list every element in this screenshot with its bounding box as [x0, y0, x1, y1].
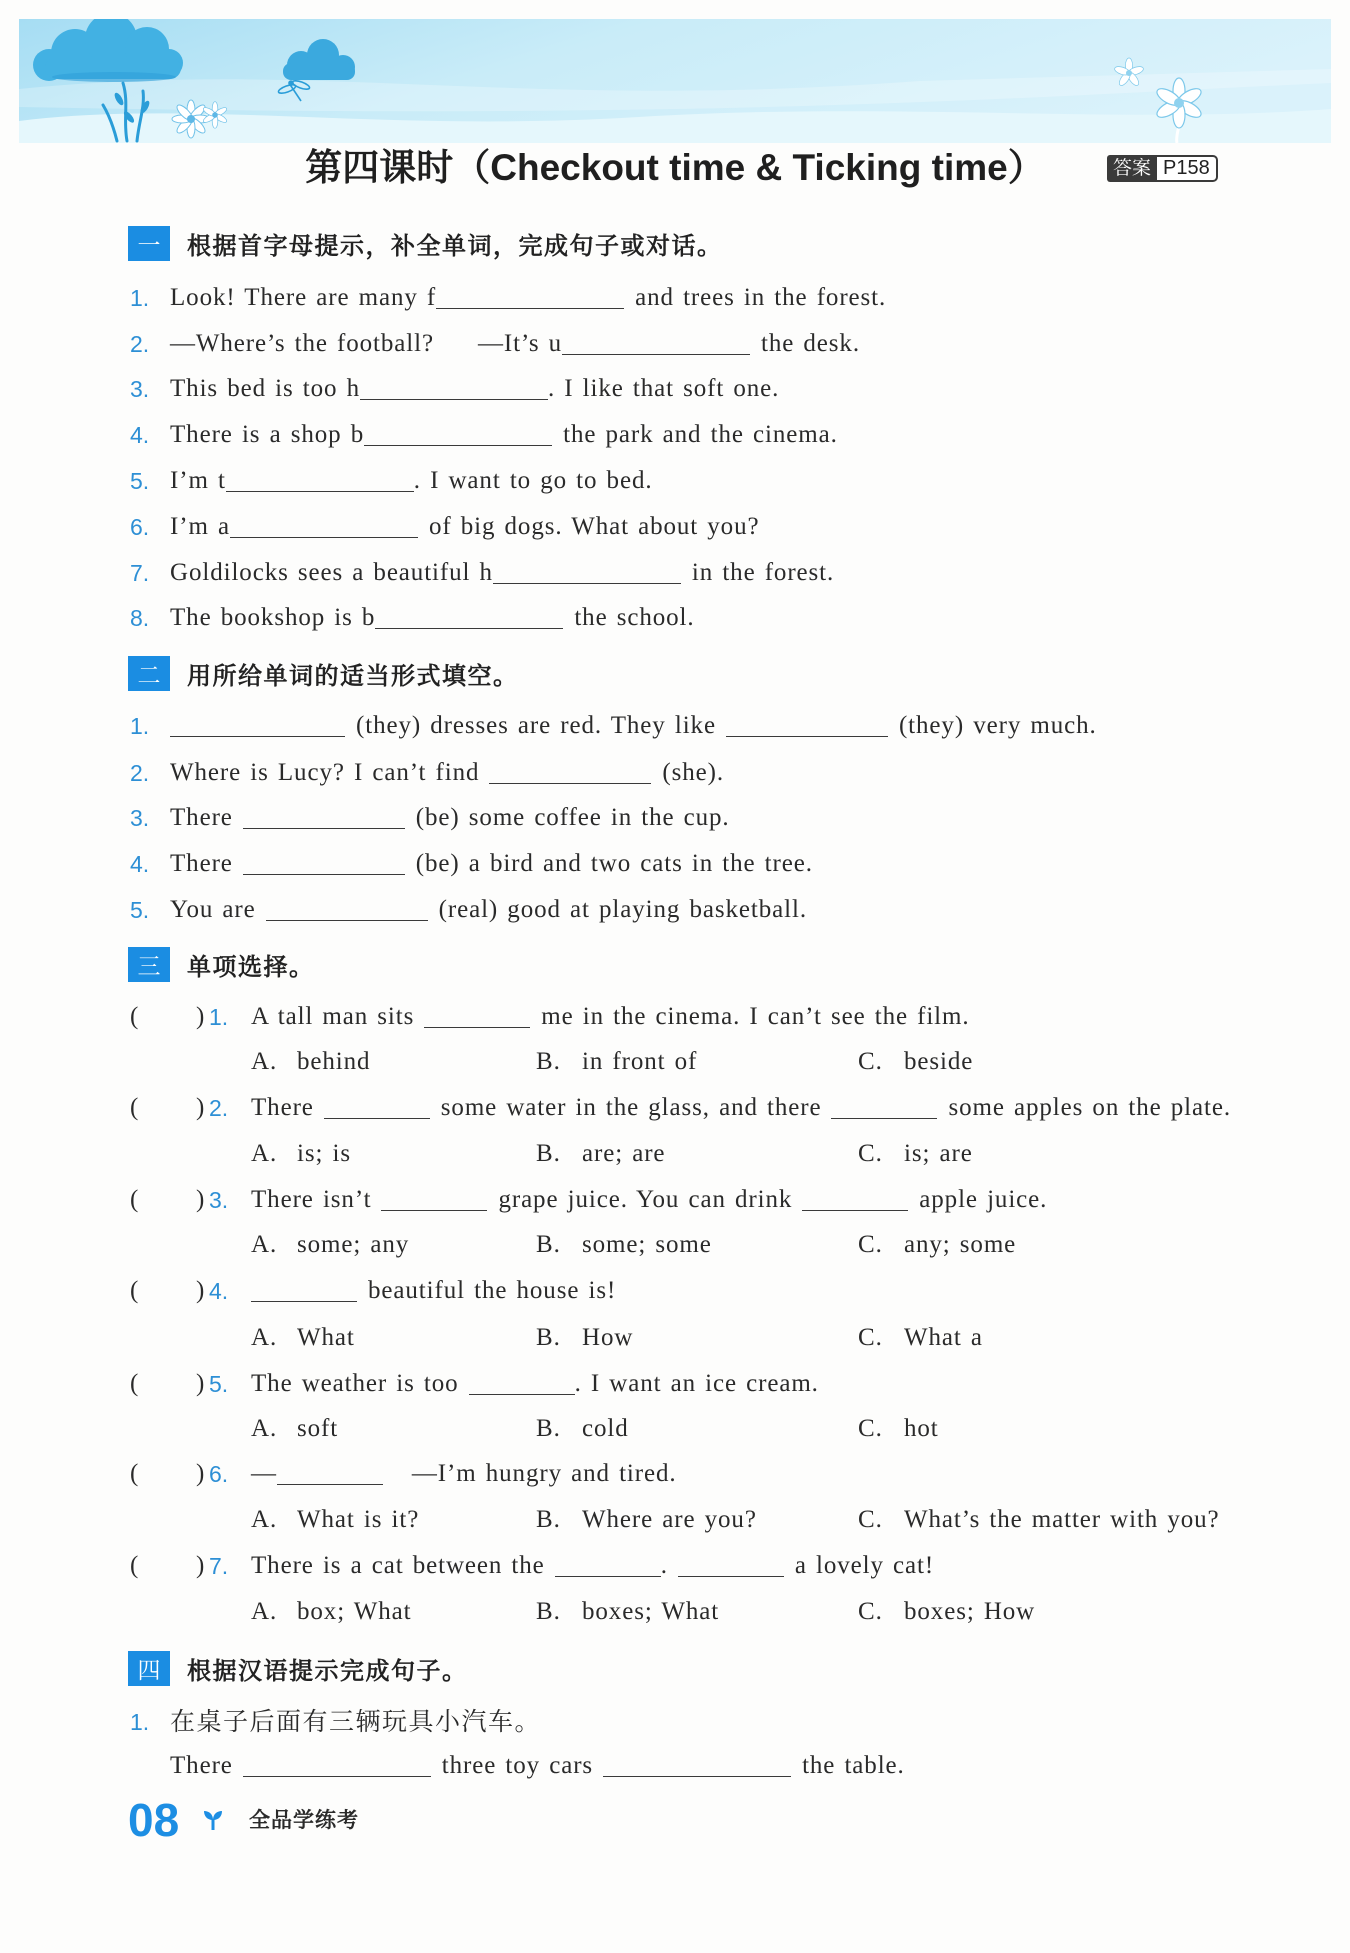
option-b	[536, 1322, 633, 1354]
answer-blank	[324, 1094, 430, 1119]
item-number: 7.	[130, 560, 150, 586]
item-text	[170, 802, 730, 834]
sentence-text: some water in the glass, and there	[440, 1094, 822, 1121]
sentence-text: —I’m hungry and tired.	[411, 1460, 677, 1487]
option-label: B.	[536, 1048, 561, 1075]
item-text	[170, 557, 834, 589]
sentence-text: There isn’t	[251, 1186, 372, 1213]
chinese-prompt: 在桌子后面有三辆玩具小汽车。	[170, 1707, 542, 1736]
option-text: in front of	[582, 1048, 698, 1075]
sentence-text: and trees in the forest.	[635, 284, 887, 311]
sentence-text: three toy cars	[441, 1752, 594, 1779]
question-text	[251, 1184, 1047, 1216]
item-number: 5.	[130, 468, 150, 494]
sentence-text: the school.	[574, 604, 695, 631]
section-marker: 四	[128, 1651, 170, 1686]
answer-blank	[469, 1370, 575, 1395]
option-label: B.	[536, 1598, 561, 1625]
option-label: A.	[251, 1048, 278, 1075]
sentence-text: —Where’s the football?	[170, 330, 434, 357]
question-number: 3.	[209, 1187, 229, 1213]
option-b	[536, 1229, 712, 1261]
option-text: cold	[582, 1415, 629, 1442]
item-text	[170, 511, 759, 543]
answer-blank	[243, 804, 405, 829]
item-number: 2.	[130, 331, 150, 357]
section-4-header	[128, 1651, 468, 1686]
answer-blank	[381, 1186, 487, 1211]
answer-bracket-close: )	[196, 1552, 206, 1579]
option-b	[536, 1596, 719, 1628]
page-title: 第四课时（Checkout time & Ticking time）	[305, 147, 1045, 188]
question-text	[251, 1001, 970, 1033]
answer-blank	[555, 1552, 661, 1577]
option-a	[251, 1596, 411, 1628]
option-c	[858, 1322, 983, 1354]
sentence-text: There is a shop b	[170, 421, 365, 448]
question-text	[251, 1092, 1231, 1124]
item-number: 3.	[130, 805, 150, 831]
option-a	[251, 1322, 355, 1354]
option-text: some; any	[297, 1231, 410, 1258]
answer-blank	[230, 513, 418, 538]
option-label: A.	[251, 1415, 278, 1442]
sentence-text: I’m a	[170, 513, 230, 540]
item-text	[170, 419, 838, 451]
answer-blank	[493, 559, 681, 584]
section-title: 单项选择。	[187, 953, 315, 981]
sentence-text: (they) dresses are red. They like	[356, 712, 716, 739]
sentence-text: .	[660, 1552, 668, 1579]
section-3-header	[128, 947, 315, 982]
sentence-text: There is a cat between the	[251, 1552, 545, 1579]
section-title: 用所给单词的适当形式填空。	[187, 662, 519, 690]
answer-bracket-open: (	[130, 1277, 140, 1304]
item-number: 3.	[130, 376, 150, 402]
option-text: What is it?	[297, 1506, 420, 1533]
item-number: 5.	[130, 897, 150, 923]
option-c	[858, 1504, 1220, 1536]
answer-bracket-open: (	[130, 1552, 140, 1579]
option-text: beside	[904, 1048, 974, 1075]
option-text: is; is	[297, 1140, 351, 1167]
answer-blank	[603, 1752, 791, 1777]
answer-blank	[375, 604, 563, 629]
item-text	[170, 848, 813, 880]
option-text: box; What	[297, 1598, 412, 1625]
answer-bracket-close: )	[196, 1186, 206, 1213]
section-marker: 一	[128, 226, 170, 261]
question-text	[251, 1275, 616, 1307]
answer-label: 答案	[1107, 155, 1157, 182]
section-1-header	[128, 226, 723, 261]
option-b	[536, 1504, 757, 1536]
item-number: 1.	[130, 1709, 150, 1735]
option-c	[858, 1046, 973, 1078]
page-number: 08	[128, 1794, 180, 1846]
sentence-text: You are	[170, 896, 256, 923]
option-text: What’s the matter with you?	[904, 1506, 1220, 1533]
answer-blank	[226, 467, 414, 492]
item-number: 8.	[130, 605, 150, 631]
option-text: any; some	[904, 1231, 1017, 1258]
sentence-text: There	[170, 1752, 233, 1779]
option-label: B.	[536, 1140, 561, 1167]
item-number: 2.	[130, 760, 150, 786]
option-label: A.	[251, 1140, 278, 1167]
option-label: C.	[858, 1506, 883, 1533]
sentence-text: in the forest.	[691, 559, 835, 586]
answer-page: P158	[1157, 155, 1218, 182]
answer-blank	[251, 1277, 357, 1302]
option-label: C.	[858, 1048, 883, 1075]
sentence-text: beautiful the house is!	[368, 1277, 617, 1304]
sentence-text: (be) a bird and two cats in the tree.	[415, 850, 813, 877]
question-number: 1.	[209, 1004, 229, 1030]
answer-blank	[489, 759, 651, 784]
sentence-text: Look! There are many f	[170, 284, 437, 311]
answer-blank	[266, 896, 428, 921]
sentence-text: I’m t	[170, 467, 226, 494]
sentence-text: There	[170, 804, 233, 831]
question-text	[251, 1368, 819, 1400]
option-text: What	[297, 1324, 355, 1351]
option-label: C.	[858, 1231, 883, 1258]
option-a	[251, 1229, 409, 1261]
option-c	[858, 1596, 1035, 1628]
item-text	[170, 602, 695, 634]
answer-bracket-close: )	[196, 1460, 206, 1487]
option-text: hot	[904, 1415, 939, 1442]
question-number: 6.	[209, 1461, 229, 1487]
item-text	[170, 1750, 905, 1782]
option-text: some; some	[582, 1231, 712, 1258]
item-number: 4.	[130, 851, 150, 877]
sentence-text: —It’s u	[478, 330, 562, 357]
item-text	[170, 757, 724, 789]
item-number: 1.	[130, 713, 150, 739]
option-label: A.	[251, 1598, 278, 1625]
option-label: B.	[536, 1231, 561, 1258]
answer-blank	[726, 712, 888, 737]
option-text: soft	[297, 1415, 339, 1442]
sprout-icon	[202, 1808, 224, 1832]
sentence-text: Goldilocks sees a beautiful h	[170, 559, 493, 586]
item-number: 1.	[130, 285, 150, 311]
answer-blank	[277, 1460, 383, 1485]
option-text: Where are you?	[582, 1506, 757, 1533]
section-title: 根据首字母提示，补全单词，完成句子或对话。	[187, 232, 723, 260]
question-number: 4.	[209, 1278, 229, 1304]
option-c	[858, 1413, 939, 1445]
sentence-text: This bed is too h	[170, 375, 360, 402]
item-text	[170, 328, 860, 360]
sentence-text: the park and the cinema.	[563, 421, 838, 448]
option-c	[858, 1138, 973, 1170]
sentence-text: The bookshop is b	[170, 604, 376, 631]
sentence-text: A tall man sits	[251, 1003, 415, 1030]
sentence-text: of big dogs. What about you?	[428, 513, 760, 540]
option-label: C.	[858, 1140, 883, 1167]
answer-bracket-open: (	[130, 1003, 140, 1030]
option-b	[536, 1138, 665, 1170]
answer-blank	[678, 1552, 784, 1577]
sky-banner	[19, 19, 1331, 143]
answer-blank	[802, 1186, 908, 1211]
item-text	[170, 894, 807, 926]
answer-bracket-open: (	[130, 1370, 140, 1397]
option-b	[536, 1046, 697, 1078]
sentence-text: Where is Lucy? I can’t find	[170, 759, 480, 786]
sentence-text: There	[251, 1094, 314, 1121]
question-number: 2.	[209, 1095, 229, 1121]
option-b	[536, 1413, 629, 1445]
answer-blank	[436, 284, 624, 309]
option-label: B.	[536, 1506, 561, 1533]
answer-blank	[562, 330, 750, 355]
answer-bracket-close: )	[196, 1370, 206, 1397]
answer-bracket-open: (	[130, 1186, 140, 1213]
option-text: boxes; What	[582, 1598, 720, 1625]
question-text	[251, 1550, 934, 1582]
option-label: C.	[858, 1324, 883, 1351]
section-2-header	[128, 656, 519, 691]
answer-bracket-close: )	[196, 1003, 206, 1030]
sentence-text: (real) good at playing basketball.	[438, 896, 807, 923]
sentence-text: grape juice. You can drink	[498, 1186, 793, 1213]
sentence-text: me in the cinema. I can’t see the film.	[541, 1003, 970, 1030]
sentence-text: (they) very much.	[898, 712, 1097, 739]
question-number: 7.	[209, 1553, 229, 1579]
item-number: 4.	[130, 422, 150, 448]
item-number: 6.	[130, 514, 150, 540]
item-text	[170, 282, 886, 314]
answer-blank	[831, 1094, 937, 1119]
answer-bracket-open: (	[130, 1460, 140, 1487]
option-text: are; are	[582, 1140, 666, 1167]
answer-blank	[243, 1752, 431, 1777]
sentence-text: The weather is too	[251, 1370, 459, 1397]
option-label: B.	[536, 1324, 561, 1351]
item-text	[170, 373, 779, 405]
sentence-text: some apples on the plate.	[948, 1094, 1231, 1121]
section-marker: 二	[128, 656, 170, 691]
question-text	[251, 1458, 677, 1490]
section-marker: 三	[128, 947, 170, 982]
brand-name: 全品学练考	[249, 1808, 359, 1832]
sentence-text: . I want an ice cream.	[574, 1370, 819, 1397]
option-label: B.	[536, 1415, 561, 1442]
answer-badge	[1107, 155, 1218, 182]
option-text: What a	[904, 1324, 983, 1351]
option-label: A.	[251, 1506, 278, 1533]
answer-bracket-close: )	[196, 1094, 206, 1121]
sentence-text: . I want to go to bed.	[413, 467, 653, 494]
option-text: How	[582, 1324, 634, 1351]
answer-blank	[364, 421, 552, 446]
option-a	[251, 1046, 370, 1078]
sentence-text: —	[251, 1460, 277, 1487]
answer-blank	[424, 1003, 530, 1028]
option-label: C.	[858, 1415, 883, 1442]
answer-blank	[243, 850, 405, 875]
option-label: A.	[251, 1231, 278, 1258]
option-label: C.	[858, 1598, 883, 1625]
option-a	[251, 1504, 419, 1536]
option-c	[858, 1229, 1016, 1261]
option-text: is; are	[904, 1140, 973, 1167]
sentence-text: (be) some coffee in the cup.	[415, 804, 730, 831]
sentence-text: (she).	[662, 759, 725, 786]
answer-blank	[360, 375, 548, 400]
answer-blank	[170, 712, 345, 737]
option-text: boxes; How	[904, 1598, 1036, 1625]
option-label: A.	[251, 1324, 278, 1351]
option-a	[251, 1138, 351, 1170]
answer-bracket-close: )	[196, 1277, 206, 1304]
section-title: 根据汉语提示完成句子。	[187, 1657, 468, 1685]
sentence-text: a lovely cat!	[794, 1552, 935, 1579]
sentence-text: There	[170, 850, 233, 877]
item-text	[170, 465, 653, 497]
sentence-text: the table.	[802, 1752, 905, 1779]
sentence-text: the desk.	[761, 330, 860, 357]
item-text	[170, 710, 1097, 742]
sentence-text: . I like that soft one.	[547, 375, 780, 402]
question-number: 5.	[209, 1371, 229, 1397]
option-text: behind	[297, 1048, 371, 1075]
answer-bracket-open: (	[130, 1094, 140, 1121]
sentence-text: apple juice.	[919, 1186, 1048, 1213]
option-a	[251, 1413, 338, 1445]
